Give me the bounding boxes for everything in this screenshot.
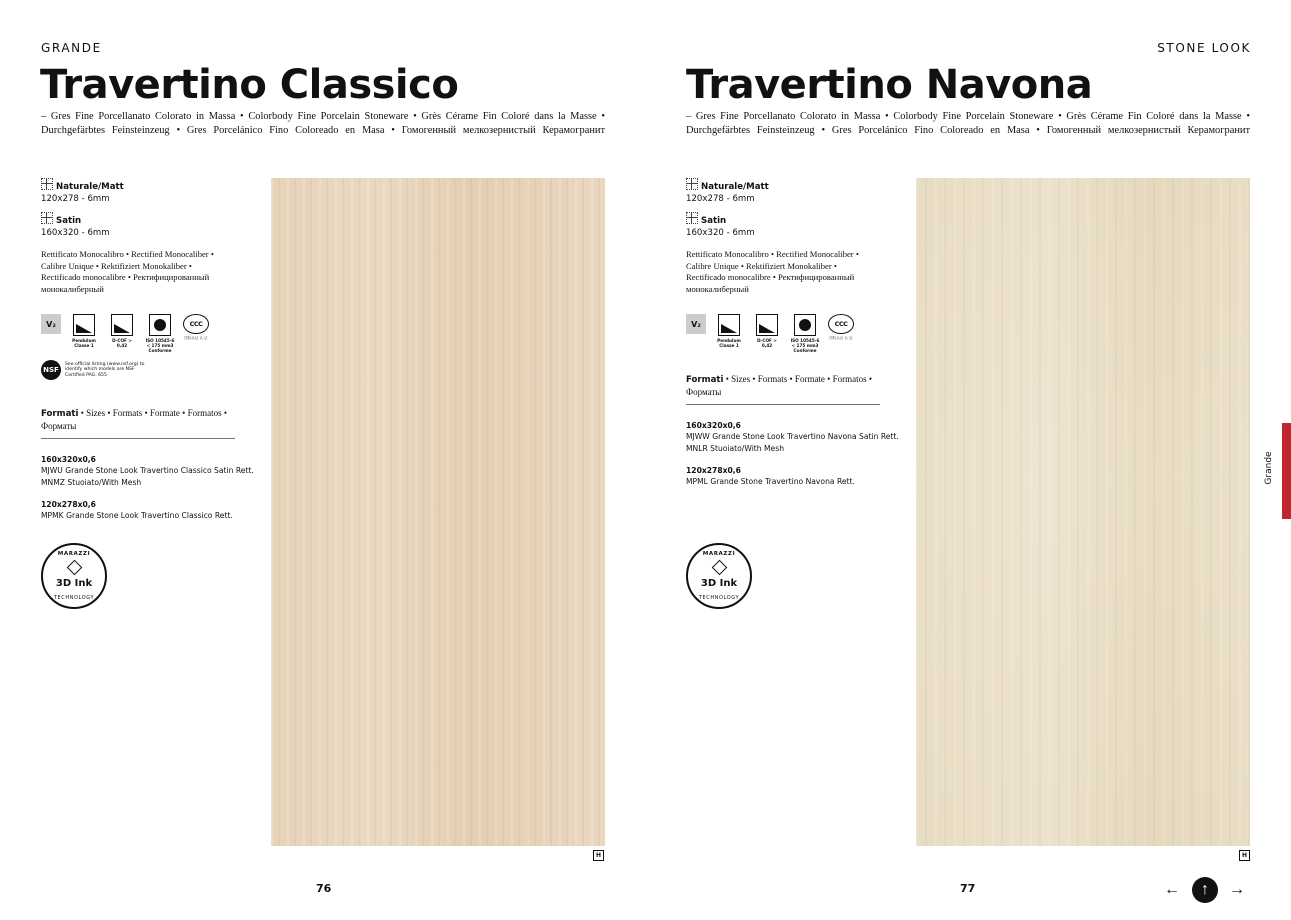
- arrow-up-icon[interactable]: ↑: [1192, 877, 1218, 903]
- finish-size: 120x278 - 6mm: [686, 194, 755, 204]
- finish-satin: [686, 212, 755, 238]
- formats-label: Formati: [686, 375, 724, 385]
- finish-icon: [41, 178, 53, 190]
- slip-v2-cert: [686, 314, 706, 334]
- finish-satin: [41, 212, 110, 238]
- diamond-icon: [712, 560, 728, 576]
- code-line: MNMZ Stuoiato/With Mesh: [41, 477, 142, 487]
- ccc-icon: CCC: [183, 314, 209, 334]
- badge-title: 3D Ink: [55, 578, 93, 589]
- finish-icon: [686, 178, 698, 190]
- ccc-cert: CCC 国际认证 认 证: [828, 314, 854, 341]
- arrow-left-icon[interactable]: ←: [1164, 881, 1180, 898]
- page-number: 77: [960, 882, 976, 895]
- section-tab-marker[interactable]: [1282, 423, 1291, 519]
- badge-subtitle: TECHNOLOGY: [698, 595, 740, 601]
- finish-icon: [686, 212, 698, 224]
- ccc-cert: CCC 国际认证 认 证: [183, 314, 209, 341]
- iso-cert: ISO 10545-6 < 175 mm3 Conforme: [145, 314, 175, 353]
- formats-label: Formati: [41, 409, 79, 419]
- finish-size: 160x320 - 6mm: [41, 228, 110, 238]
- 3d-ink-badge: [686, 543, 752, 609]
- finish-naturale: [686, 178, 769, 204]
- finish-size: 120x278 - 6mm: [41, 194, 110, 204]
- finish-size: 160x320 - 6mm: [686, 228, 755, 238]
- nsf-logo: NSF: [41, 360, 61, 380]
- finish-icon: [41, 212, 53, 224]
- subtitle-line-1: – Gres Fine Porcellanato Colorato in Massa • Colorbody Fine Porcelain Stoneware • Grès Cérame Fin Coloré dans la Masse •: [41, 111, 605, 122]
- iso-icon: [794, 314, 816, 336]
- ccc-icon: CCC: [828, 314, 854, 334]
- certification-icons: [41, 314, 209, 353]
- v2-icon: V₂: [686, 314, 706, 334]
- code-line: MPML Grande Stone Travertino Navona Rett.: [686, 477, 855, 487]
- product-code-160x320: [41, 454, 254, 488]
- code-size: 160x320x0,6: [41, 455, 96, 464]
- 3d-ink-badge: [41, 543, 107, 609]
- pendulum-icon: [718, 314, 740, 336]
- divider: [41, 438, 235, 439]
- subtitle-line-2: Durchgefärbtes Feinsteinzeug • Gres Porcelánico Fino Coloreado en Masa • Гомогенный мелкозернистый Керамогранит: [686, 125, 1250, 136]
- v2-icon: V₂: [41, 314, 61, 334]
- left-page: [0, 0, 645, 920]
- slip-v2-cert: [41, 314, 61, 334]
- code-line: MNLR Stuoiato/With Mesh: [686, 443, 785, 453]
- badge-brand: MARAZZI: [702, 551, 736, 557]
- dcof-cert: D-COF > 0,42: [107, 314, 137, 348]
- right-page: [646, 0, 1291, 920]
- arrow-right-icon[interactable]: →: [1229, 881, 1245, 898]
- code-line: MJWW Grande Stone Look Travertino Navona Satin Rett.: [686, 432, 899, 442]
- product-code-120x278: [686, 465, 855, 488]
- pendulum-cert: Pendulum Classe 1: [714, 314, 744, 348]
- section-tab-label[interactable]: Grande: [1264, 451, 1274, 485]
- collection-kicker: STONE LOOK: [1157, 41, 1251, 55]
- pendulum-cert: Pendulum Classe 1: [69, 314, 99, 348]
- product-title: Travertino Navona: [686, 62, 1093, 108]
- product-subtitle: [686, 110, 1250, 138]
- finish-name: Satin: [56, 216, 82, 226]
- collection-kicker: GRANDE: [41, 41, 102, 55]
- product-subtitle: [41, 110, 605, 138]
- product-code-120x278: [41, 499, 233, 522]
- finish-name: Naturale/Matt: [701, 182, 769, 192]
- code-line: MPMK Grande Stone Look Travertino Classico Rett.: [41, 511, 233, 521]
- code-size: 120x278x0,6: [686, 466, 741, 475]
- iso-cert: ISO 10545-6 < 175 mm3 Conforme: [790, 314, 820, 353]
- code-size: 160x320x0,6: [686, 421, 741, 430]
- product-title: Travertino Classico: [40, 62, 459, 108]
- subtitle-line-1: – Gres Fine Porcellanato Colorato in Massa • Colorbody Fine Porcelain Stoneware • Grès Cérame Fin Coloré dans la Masse •: [686, 111, 1250, 122]
- certification-icons: [686, 314, 854, 353]
- finish-name: Naturale/Matt: [56, 182, 124, 192]
- product-code-160x320: [686, 420, 899, 454]
- formats-heading: [41, 408, 236, 432]
- code-size: 120x278x0,6: [41, 500, 96, 509]
- h-mark-icon: H: [593, 850, 604, 861]
- nsf-certification: [41, 360, 145, 380]
- finish-naturale: [41, 178, 124, 204]
- formats-translations: • Sizes • Formats • Formate • Formatos • Форматы: [41, 408, 227, 431]
- finish-name: Satin: [701, 216, 727, 226]
- formats-translations: • Sizes • Formats • Formate • Formatos • Форматы: [686, 374, 872, 397]
- h-mark-icon: H: [1239, 850, 1250, 861]
- formats-heading: [686, 374, 881, 398]
- subtitle-line-2: Durchgefärbtes Feinsteinzeug • Gres Porcelánico Fino Coloreado en Masa • Гомогенный мелкозернистый Керамогранит: [41, 125, 605, 136]
- code-line: MJWU Grande Stone Look Travertino Classico Satin Rett.: [41, 466, 254, 476]
- pendulum-icon: [73, 314, 95, 336]
- dcof-cert: D-COF > 0,42: [752, 314, 782, 348]
- divider: [686, 404, 880, 405]
- rectified-text: Rettificato Monocalibro • Rectified Monocaliber • Calibre Unique • Rektifiziert Monokaliber • Rectificado monocalibre • Ректифицированный монокалиберный: [41, 249, 214, 294]
- badge-title: 3D Ink: [700, 578, 738, 589]
- rectified-text: Rettificato Monocalibro • Rectified Monocaliber • Calibre Unique • Rektifiziert Monokaliber • Rectificado monocalibre • Ректифицированный монокалиберный: [686, 249, 859, 294]
- tile-image-travertino-navona: [916, 178, 1250, 846]
- page-number: 76: [316, 882, 332, 895]
- iso-icon: [149, 314, 171, 336]
- diamond-icon: [67, 560, 83, 576]
- dcof-icon: [111, 314, 133, 336]
- badge-brand: MARAZZI: [57, 551, 91, 557]
- tile-image-travertino-classico: [271, 178, 605, 846]
- dcof-icon: [756, 314, 778, 336]
- badge-subtitle: TECHNOLOGY: [53, 595, 95, 601]
- nsf-text: See official listing (www.nsf.org) to identify which models are NSF Certified PAG. 655: [65, 361, 145, 378]
